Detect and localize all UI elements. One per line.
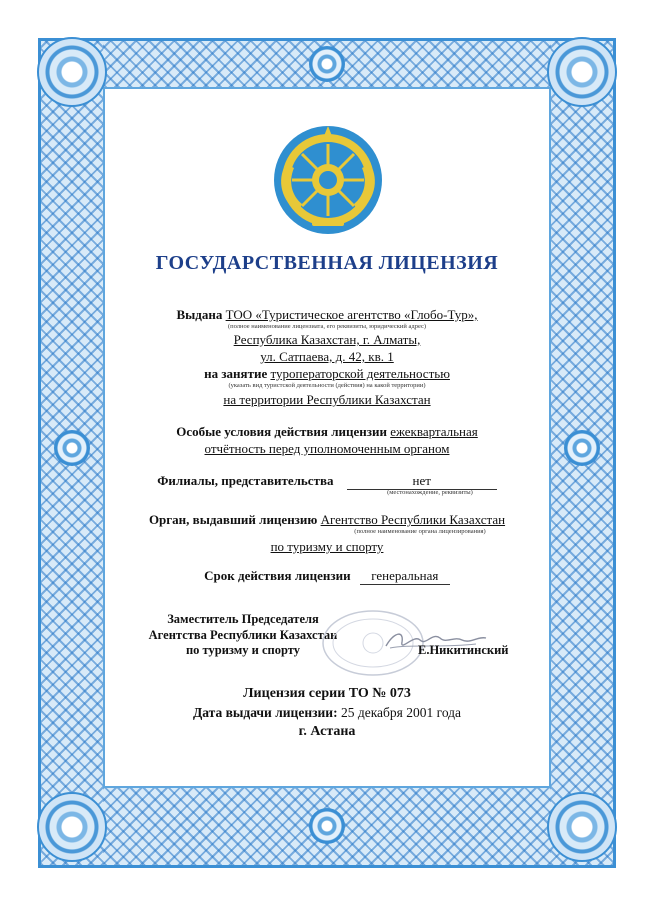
licensee-hint: (полное наименование лицензиата, его реквизиты, юридический адрес) [227, 323, 427, 330]
signatory-title-line-2: Агентства Республики Казахстан [148, 627, 338, 642]
activity-value: туроператорской деятельностью [270, 366, 450, 381]
border-medallion-icon [309, 808, 345, 844]
signatory-name: Е.Никитинский [418, 643, 509, 657]
licensee-row [103, 307, 551, 323]
address-line-1: Республика Казахстан, г. Алматы, [233, 332, 421, 347]
corner-rosette-icon [547, 792, 617, 862]
branches-row [103, 473, 551, 490]
issue-date-label: Дата выдачи лицензии: [192, 705, 338, 720]
signatory-title-line-3: по туризму и спорту [185, 643, 301, 657]
authority-value-2: по туризму и спорту [270, 539, 384, 554]
border-medallion-icon [564, 430, 600, 466]
issued-label: Выдана [176, 307, 223, 322]
signatory-title-line-1: Заместитель Председателя [167, 612, 319, 626]
issue-date-row [103, 705, 551, 721]
issue-city: г. Астана [298, 724, 356, 739]
license-series: Лицензия серии ТО № 073 [243, 686, 411, 701]
activity-label: на занятие [204, 366, 268, 381]
state-emblem-icon [272, 124, 384, 236]
term-value: генеральная [360, 568, 450, 585]
licensee-name: ТОО «Туристическое агентство «Глобо-Тур», [225, 307, 478, 322]
authority-row [103, 512, 551, 528]
address-line-2: ул. Сатпаева, д. 42, кв. 1 [260, 349, 394, 364]
activity-hint: (указать вид туристской деятельности (действия) на какой территории) [228, 382, 426, 389]
corner-rosette-icon [37, 792, 107, 862]
branches-label: Филиалы, представительства [157, 473, 334, 488]
border-medallion-icon [54, 430, 90, 466]
authority-label: Орган, выдавший лицензию [148, 512, 318, 527]
branches-value: нет [347, 473, 497, 490]
authority-hint: (полное наименование органа лицензирования) [354, 528, 486, 535]
conditions-row [103, 424, 551, 440]
authority-value-1: Агентство Республики Казахстан [320, 512, 506, 527]
conditions-label: Особые условия действия лицензии [176, 424, 387, 439]
conditions-value-2: отчётность перед уполномоченным органом [204, 441, 450, 456]
corner-rosette-icon [37, 37, 107, 107]
corner-rosette-icon [547, 37, 617, 107]
document-title: ГОСУДАРСТВЕННАЯ ЛИЦЕНЗИЯ [155, 252, 499, 274]
branches-hint: (местонахождение, реквизиты) [387, 489, 473, 496]
term-row [103, 568, 551, 585]
issue-date-value: 25 декабря 2001 года [340, 705, 462, 720]
activity-territory: на территории Республики Казахстан [223, 392, 431, 407]
border-medallion-icon [309, 46, 345, 82]
activity-row [103, 366, 551, 382]
conditions-value-1: ежеквартальная [390, 424, 478, 439]
term-label: Срок действия лицензии [204, 568, 351, 583]
